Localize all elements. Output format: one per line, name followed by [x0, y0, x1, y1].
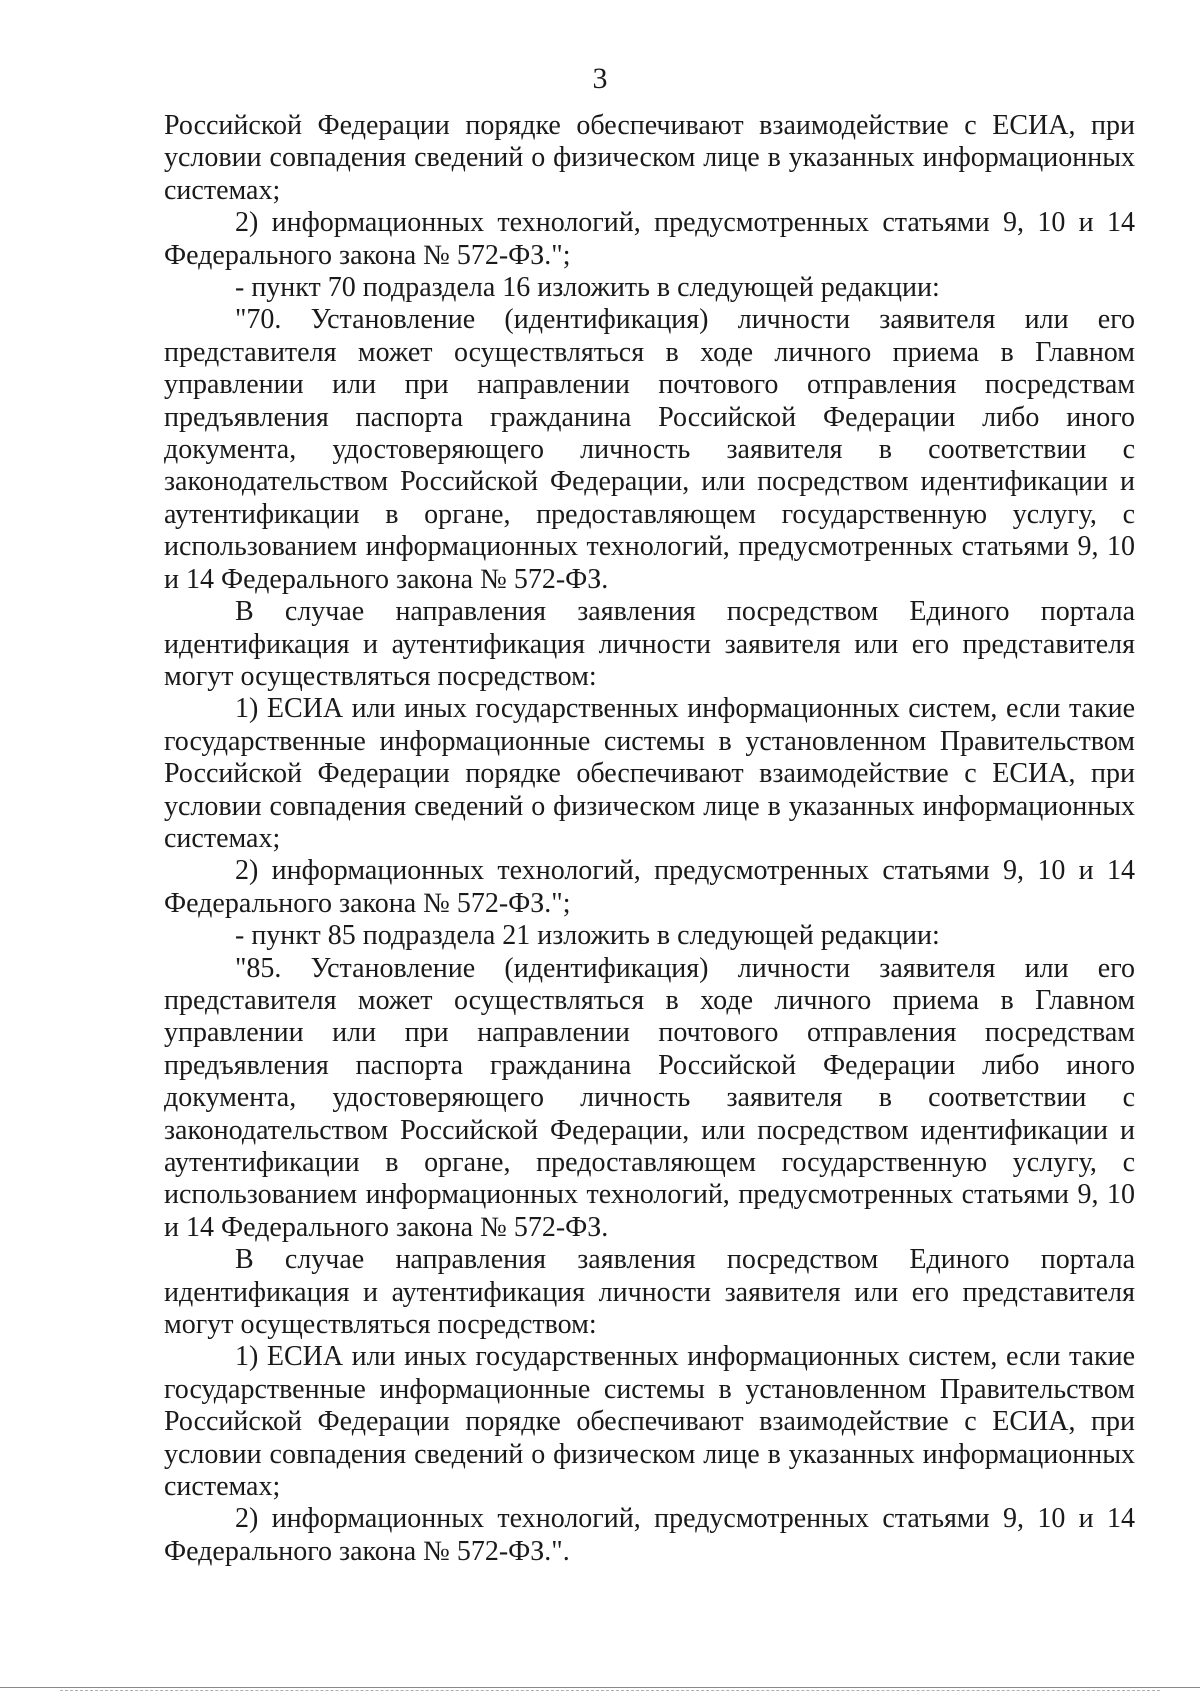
paragraph-list-item: 1) ЕСИА или иных государственных информационных систем, если такие государственные информационные системы в установленном Правительством Российской Федерации порядке обеспечивают взаимодействие с ЕСИА, при условии совпадения сведений о физическом лице в указанных информационных системах; — [164, 1341, 1135, 1503]
paragraph-list-item: 2) информационных технологий, предусмотренных статьями 9, 10 и 14 Федерального закона № 572-ФЗ."; — [164, 207, 1135, 271]
paragraph-amendment-instruction: - пункт 85 подраздела 21 изложить в следующей редакции: — [235, 920, 940, 952]
document-body — [164, 110, 1135, 1568]
scan-edge-line — [60, 1690, 1160, 1691]
paragraph-list-item: 2) информационных технологий, предусмотренных статьями 9, 10 и 14 Федерального закона № 572-ФЗ."; — [164, 855, 1135, 919]
paragraph-continuation: Российской Федерации порядке обеспечивают взаимодействие с ЕСИА, при условии совпадения сведений о физическом лице в указанных информационных системах; — [164, 110, 1135, 206]
paragraph-clause-85: "85. Установление (идентификация) личности заявителя или его представителя может осуществляться в ходе личного приема в Главном управлении или при направлении почтового отправления посредствам предъявления паспорта гражданина Российской Федерации либо иного документа, удостоверяющего личность заявителя в соответствии с законодательством Российской Федерации, или посредством идентификации и аутентификации в органе, предоставляющем государственную услугу, с использованием информационных технологий, предусмотренных статьями 9, 10 и 14 Федерального закона № 572-ФЗ. — [164, 952, 1135, 1243]
paragraph-list-item: 1) ЕСИА или иных государственных информационных систем, если такие государственные информационные системы в установленном Правительством Российской Федерации порядке обеспечивают взаимодействие с ЕСИА, при условии совпадения сведений о физическом лице в указанных информационных системах; — [164, 693, 1135, 854]
page-number: 3 — [592, 62, 608, 95]
paragraph-clause-70: "70. Установление (идентификация) личности заявителя или его представителя может осуществляться в ходе личного приема в Главном управлении или при направлении почтового отправления посредствам предъявления паспорта гражданина Российской Федерации либо иного документа, удостоверяющего личность заявителя в соответствии с законодательством Российской Федерации, или посредством идентификации и аутентификации в органе, предоставляющем государственную услугу, с использованием информационных технологий, предусмотренных статьями 9, 10 и 14 Федерального закона № 572-ФЗ. — [164, 304, 1135, 595]
paragraph-amendment-instruction: - пункт 70 подраздела 16 изложить в следующей редакции: — [235, 272, 940, 304]
scan-edge-line — [0, 1687, 1200, 1688]
paragraph-list-item: 2) информационных технологий, предусмотренных статьями 9, 10 и 14 Федерального закона № 572-ФЗ.". — [164, 1503, 1135, 1567]
paragraph: В случае направления заявления посредством Единого портала идентификация и аутентификация личности заявителя или его представителя могут осуществляться посредством: — [164, 1244, 1135, 1341]
paragraph: В случае направления заявления посредством Единого портала идентификация и аутентификация личности заявителя или его представителя могут осуществляться посредством: — [164, 596, 1135, 692]
